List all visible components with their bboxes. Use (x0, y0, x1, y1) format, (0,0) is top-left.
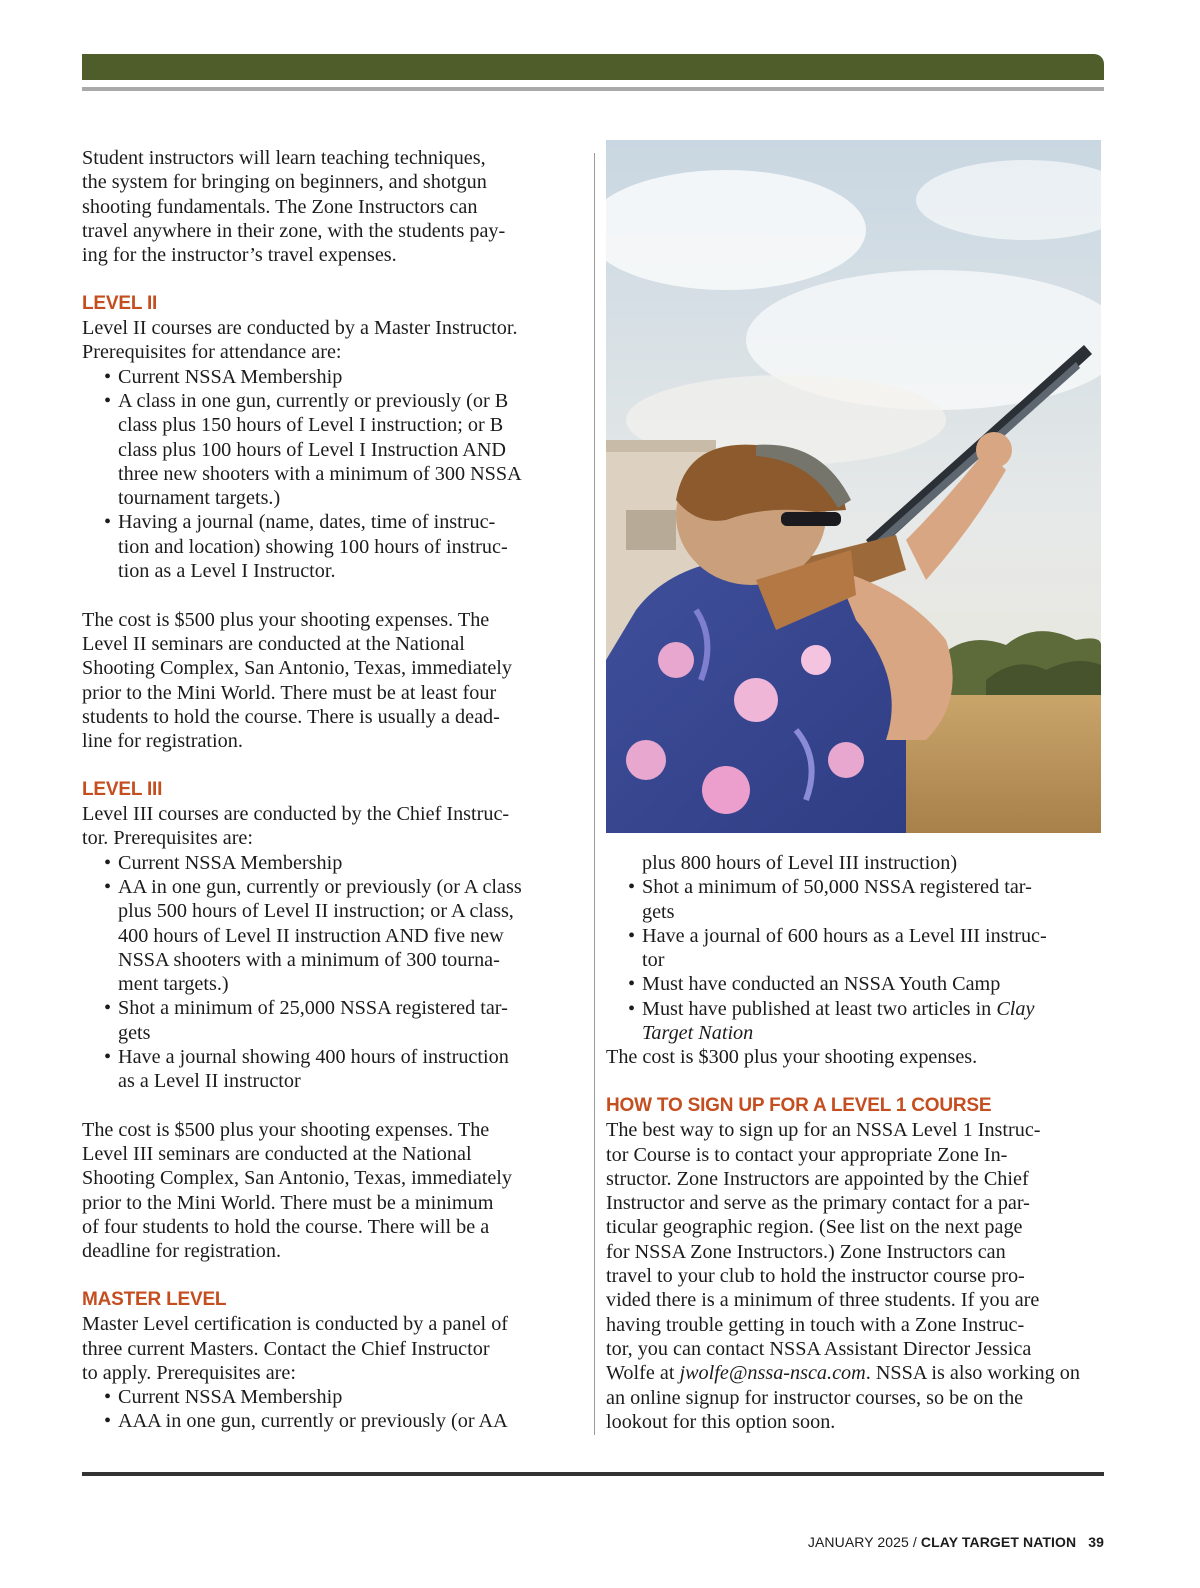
text-line: for NSSA Zone Instructors.) Zone Instructors can (606, 1240, 1006, 1263)
text-line: class plus 150 hours of Level I instruction; or B (118, 414, 504, 437)
text-line: gets (642, 900, 675, 923)
text-line: Master Level certification is conducted by a panel of (82, 1313, 509, 1336)
bullet-item: • Current NSSA Membership (82, 1385, 587, 1409)
text-line: Shooting Complex, San Antonio, Texas, immediately (82, 657, 512, 680)
text-line: to apply. Prerequisites are: (82, 1361, 296, 1384)
text-line: the system for bringing on beginners, and shotgun (82, 171, 487, 194)
page-footer (82, 1534, 1104, 1550)
text-line: having trouble getting in touch with a Zone Instruc- (606, 1313, 1025, 1336)
left-column (82, 146, 587, 1434)
text-line (606, 1021, 1106, 1045)
footer-magazine: CLAY TARGET NATION (920, 1534, 1077, 1550)
text-line: Level II seminars are conducted at the National (82, 632, 465, 655)
header-band (82, 54, 1104, 80)
bullet-item: • Shot a minimum of 50,000 NSSA registered tar- (606, 875, 1106, 899)
text-line: as a Level II instructor (118, 1070, 301, 1093)
text-span: Wolfe at (606, 1362, 675, 1385)
text-line: ing for the instructor’s travel expenses. (82, 244, 397, 267)
text-line: Level III courses are conducted by the Chief Instruc- (82, 803, 510, 826)
heading-how-to-sign-up: HOW TO SIGN UP FOR A LEVEL 1 COURSE (606, 1094, 992, 1116)
text-line: lookout for this option soon. (606, 1410, 836, 1433)
bullet-item: • Current NSSA Membership (82, 851, 587, 875)
text-line: deadline for registration. (82, 1240, 281, 1263)
page-number: 39 (1088, 1534, 1104, 1550)
text-line: Shooting Complex, San Antonio, Texas, immediately (82, 1167, 512, 1190)
bullet-item: • Have a journal of 600 hours as a Level III instruc- (606, 924, 1106, 948)
bullet-item: • AA in one gun, currently or previously (or A class (82, 875, 587, 899)
bullet-item: • Must have conducted an NSSA Youth Camp (606, 972, 1106, 996)
text-line: structor. Zone Instructors are appointed by the Chief (606, 1167, 1029, 1190)
right-column (606, 851, 1106, 1434)
text-line: tion and location) showing 100 hours of instruc- (118, 535, 508, 558)
text-line: The cost is $500 plus your shooting expenses. The (82, 1118, 490, 1141)
text-line: tournament targets.) (118, 487, 281, 510)
bullet-item: • Current NSSA Membership (82, 365, 587, 389)
magazine-title: Clay (996, 997, 1035, 1020)
text-line: prior to the Mini World. There must be a minimum (82, 1191, 494, 1214)
bullet-item: • Shot a minimum of 25,000 NSSA registered tar- (82, 996, 587, 1020)
footer-date: JANUARY 2025 / (807, 1534, 917, 1550)
heading-master-level: MASTER LEVEL (82, 1288, 227, 1310)
text-line: Level III seminars are conducted at the National (82, 1143, 472, 1166)
text-line: class plus 100 hours of Level I Instruction AND (118, 438, 506, 461)
text-line: students to hold the course. There is usually a dead- (82, 705, 500, 728)
text-line: The cost is $300 plus your shooting expenses. (606, 1046, 978, 1069)
text-line: prior to the Mini World. There must be at least four (82, 681, 497, 704)
text-line: ticular geographic region. (See list on the next page (606, 1216, 1023, 1239)
text-line: tor, you can contact NSSA Assistant Director Jessica (606, 1337, 1032, 1360)
text-line: shooting fundamentals. The Zone Instructors can (82, 195, 478, 218)
bullet-item: • Have a journal showing 400 hours of instruction (82, 1045, 587, 1069)
text-line: travel to your club to hold the instructor course pro- (606, 1265, 1025, 1288)
text-line: three current Masters. Contact the Chief Instructor (82, 1337, 490, 1360)
text-line: 400 hours of Level II instruction AND five new (118, 924, 504, 947)
text-line: tor. Prerequisites are: (82, 827, 253, 850)
text-line: gets (118, 1021, 151, 1044)
text-line: The cost is $500 plus your shooting expenses. The (82, 608, 490, 631)
intro-paragraph (82, 146, 587, 267)
text-line (606, 1361, 1106, 1385)
heading-level-2: LEVEL II (82, 292, 158, 314)
text-line: ment targets.) (118, 973, 229, 996)
email-link[interactable]: jwolfe@nssa-nsca.com (679, 1362, 866, 1385)
text-line: tor Course is to contact your appropriate Zone In- (606, 1143, 1008, 1166)
bullet-item (606, 997, 1106, 1021)
text-line: plus 500 hours of Level II instruction; or A class, (118, 900, 514, 923)
text-line: Prerequisites for attendance are: (82, 341, 342, 364)
text-line: tion as a Level I Instructor. (118, 560, 336, 583)
text-line: The best way to sign up for an NSSA Level 1 Instruc- (606, 1119, 1041, 1142)
text-line: an online signup for instructor courses, so be on the (606, 1386, 1024, 1409)
text-line: three new shooters with a minimum of 300 NSSA (118, 462, 522, 485)
text-span: Must have published at least two articles in (642, 997, 992, 1020)
bullet-item: • AAA in one gun, currently or previously (or AA (82, 1409, 587, 1433)
bullet-item: • Having a journal (name, dates, time of instruc- (82, 510, 587, 534)
column-divider (594, 153, 595, 1435)
text-span: . NSSA is also working on (865, 1362, 1080, 1385)
text-line: vided there is a minimum of three students. If you are (606, 1289, 1040, 1312)
footer-rule (82, 1472, 1104, 1476)
magazine-title: Target Nation (642, 1022, 754, 1045)
bullet-item: • A class in one gun, currently or previously (or B (82, 389, 587, 413)
shooter-photo (606, 140, 1101, 833)
text-line: Instructor and serve as the primary contact for a par- (606, 1192, 1030, 1215)
text-line: tor (642, 949, 665, 972)
text-line: travel anywhere in their zone, with the students pay- (82, 219, 506, 242)
text-line: plus 800 hours of Level III instruction) (642, 852, 958, 874)
text-line: of four students to hold the course. There will be a (82, 1216, 490, 1239)
text-line: line for registration. (82, 730, 243, 753)
text-line: Student instructors will learn teaching techniques, (82, 147, 486, 169)
text-line: NSSA shooters with a minimum of 300 tourna- (118, 948, 500, 971)
header-rule (82, 87, 1104, 91)
heading-level-3: LEVEL III (82, 778, 163, 800)
text-line: Level II courses are conducted by a Master Instructor. (82, 317, 518, 340)
